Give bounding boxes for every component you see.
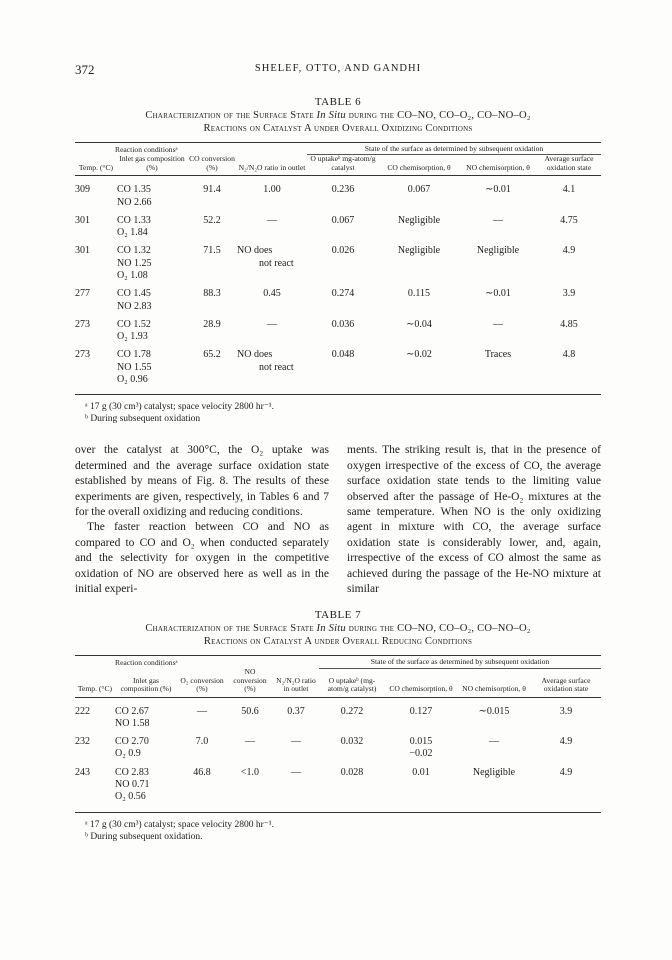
cell-avg-state: 4.1 [562,184,576,196]
cell-co-chem: ∼0.04 [406,318,432,330]
cell-temp: 243 [75,766,90,778]
cell-o-uptake: 0.026 [331,245,355,257]
cell-n2-ratio: 0.45 [263,288,281,300]
cell-co-conversion: 71.5 [203,245,221,257]
cell-no-chem: — [489,736,499,748]
table7-title-line2: Reactions on Catalyst A under Overall Reducing Conditions [203,636,473,648]
table6-col-no-chem: NO chemisorption, θ [466,162,530,172]
table7-col-o-uptake: O uptakeᵇ (mg-atom/g catalyst) [327,675,377,694]
cell-no-conversion: 50.6 [241,705,259,717]
cell-o-uptake: 0.032 [340,736,364,748]
cell-temp: 273 [75,318,90,330]
table-row [75,313,601,344]
cell-n2-ratio: 1.00 [263,184,281,196]
paragraph: over the catalyst at 300°C, the O₂ uptake was determined and the average surface oxidation state established by means of Fig. 8. The results of these experiments are given, respectively, in Tables 6 and 7 for the overall oxidizing and reducing conditions. [75,444,329,518]
table7-footnotes [75,819,601,843]
table-row [75,697,601,730]
cell-avg-state: 4.85 [560,318,578,330]
cell-no-chem: Negligible [472,766,516,778]
cell-o-uptake: 0.048 [331,349,355,361]
table7-footnote-a: ᵃ 17 g (30 cm³) catalyst; space velocity 2800 hr⁻¹. [85,819,275,830]
cell-co-chem: 0.115 [407,288,431,300]
body-text [75,443,601,597]
cell-o-uptake: 0.028 [340,766,364,778]
running-title: SHELEF, OTTO, AND GANDHI [254,63,422,74]
table6-title-line1: Characterization of the Surface State In Situ during the CO–NO, CO–O₂, CO–NO–O₂ [145,110,531,121]
cell-n2-ratio: — [267,214,277,226]
cell-co-chem: 0.015 −0.02 [409,736,433,760]
table6-col-o-uptake: O uptakeᵇ mg-atom/g catalyst [310,154,376,172]
cell-n2-ratio: 0.37 [287,705,305,717]
page-header [75,62,601,80]
cell-inlet: CO 1.52 O₂ 1.93 [117,318,151,343]
table6-footnote-a: ᵃ 17 g (30 cm³) catalyst; space velocity 2800 hr⁻¹. [85,402,275,413]
table7-col-o2-conversion: O₂ conversion (%) [180,675,224,694]
cell-o2-conversion: 46.8 [193,766,211,778]
cell-temp: 232 [75,736,90,748]
cell-no-chem: ∼0.01 [485,184,511,196]
table7-col-temp: Temp. (°C) [77,684,113,694]
cell-co-chem: 0.067 [407,184,431,196]
cell-avg-state: 4.9 [559,736,573,748]
cell-co-chem: 0.127 [409,705,433,717]
cell-inlet: CO 1.45 NO 2.83 [117,288,152,312]
cell-no-chem: ∼0.015 [478,705,510,717]
journal-page [75,62,601,843]
cell-temp: 273 [75,349,90,361]
cell-temp: 309 [75,184,90,196]
cell-o2-conversion: — [197,705,207,717]
table7-col-n2-ratio: N₂/N₂O ratio in outlet [276,675,316,694]
cell-no-conversion: — [245,736,255,748]
cell-temp: 277 [75,288,90,300]
cell-o-uptake: 0.067 [331,214,355,226]
body-column-left [75,443,329,597]
table7-title-line1: Characterization of the Surface State In Situ during the CO–NO, CO–O₂, CO–NO–O₂ [145,623,531,635]
paragraph: ments. The striking result is, that in the presence of oxygen irrespective of the excess of CO, the average surface oxidation state tends to the limiting value observed after the passage of He-O₂ mixtures at the same temperature. When NO is the only oxidizing agent in mixture with CO, the average surface oxidation state is considerably lower, and, again, irrespective of the excess of CO almost the same as achieved during the passage of the He-NO mixture at similar [347,444,601,596]
cell-o-uptake: 0.272 [340,705,364,717]
paragraph: The faster reaction between CO and NO as compared to CO and O₂ when conducted separately and the selectivity for oxygen in the competitive oxidation of NO are observed here as well as in the initial experi- [75,521,329,596]
cell-o-uptake: 0.036 [331,318,355,330]
table-row [75,761,601,812]
cell-inlet: CO 1.33 O₂ 1.84 [117,214,151,239]
table6-col-inlet: Inlet gas composition (%) [119,154,185,172]
cell-avg-state: 3.9 [559,705,573,717]
table6-col-co-conversion: CO conversion (%) [189,154,235,172]
table6-footnotes [75,401,601,425]
cell-no-chem: — [493,214,503,226]
table7-col-no-conversion: NO conversion (%) [233,667,267,694]
cell-co-chem: 0.01 [412,766,430,778]
table6-group-reaction: Reaction conditionsᵃ [115,144,178,154]
cell-no-conversion: <1.0 [240,766,260,778]
page-number: 372 [75,62,95,77]
table6-number: TABLE 6 [314,96,362,108]
cell-inlet: CO 1.78 NO 1.55 O₂ 0.96 [117,349,152,386]
table7-number: TABLE 7 [314,609,362,622]
cell-avg-state: 4.75 [560,214,578,226]
cell-avg-state: 4.8 [562,349,576,361]
table7-group-reaction: Reaction conditionsᵃ [115,657,178,667]
body-column-right [347,443,601,597]
table7-group-state: State of the surface as determined by subsequent oxidation [319,656,601,668]
cell-co-conversion: 28.9 [203,318,221,330]
cell-no-chem: ∼0.01 [485,288,511,300]
table7-col-co-chem: CO chemisorption, θ [389,684,453,694]
cell-avg-state: 4.9 [562,245,576,257]
cell-n2-ratio: — [291,736,301,748]
table-row [75,343,601,394]
cell-o2-conversion: 7.0 [195,736,209,748]
cell-o-uptake: 0.236 [331,184,355,196]
table6-group-state: State of the surface as determined by subsequent oxidation [307,143,601,155]
cell-co-conversion: 52.2 [203,214,221,226]
cell-n2-ratio: NO does not react [237,349,294,373]
cell-temp: 222 [75,705,90,717]
table6 [75,142,601,395]
cell-temp: 301 [75,245,90,257]
table-row [75,209,601,240]
cell-n2-ratio: NO does not react [237,245,294,269]
table-row [75,239,601,282]
cell-avg-state: 3.9 [562,288,576,300]
table-row [75,176,601,209]
cell-co-chem: ∼0.02 [406,349,432,361]
cell-inlet: CO 2.70 O₂ 0.9 [115,736,149,760]
cell-n2-ratio: — [267,318,277,330]
table6-col-n2-ratio: N₂/N₂O ratio in outlet [238,162,306,172]
table7 [75,655,601,812]
table6-col-avg-state: Average surface oxidation state [544,154,594,172]
cell-no-chem: — [493,318,503,330]
table6-col-co-chem: CO chemisorption, θ [387,162,451,172]
cell-co-chem: Negligible [397,245,441,257]
cell-avg-state: 4.9 [559,766,573,778]
table7-col-inlet: Inlet gas composition (%) [120,675,172,694]
cell-co-conversion: 88.3 [203,288,221,300]
table7-col-avg-state: Average surface oxidation state [541,675,591,694]
cell-inlet: CO 2.67 NO 1.58 [115,705,150,729]
cell-n2-ratio: — [291,766,301,778]
cell-o-uptake: 0.274 [331,288,355,300]
table7-footnote-b: ᵇ During subsequent oxidation. [85,831,203,842]
cell-inlet: CO 1.35 NO 2.66 [117,184,152,208]
cell-no-chem: Traces [484,349,512,361]
table6-footnote-b: ᵇ During subsequent oxidation [85,414,201,425]
cell-temp: 301 [75,214,90,226]
table-row [75,730,601,761]
cell-no-chem: Negligible [476,245,520,257]
table7-col-no-chem: NO chemisorption, θ [462,684,526,694]
cell-co-chem: Negligible [397,214,441,226]
cell-inlet: CO 1.32 NO 1.25 O₂ 1.08 [117,245,152,281]
cell-co-conversion: 65.2 [203,349,221,361]
cell-inlet: CO 2.83 NO 0.71 O₂ 0.56 [115,766,150,803]
table-row [75,282,601,313]
table6-col-temp: Temp. (°C) [78,162,114,172]
table6-title-line2: Reactions on Catalyst A under Overall Oxidizing Conditions [203,123,473,134]
cell-co-conversion: 91.4 [203,184,221,196]
